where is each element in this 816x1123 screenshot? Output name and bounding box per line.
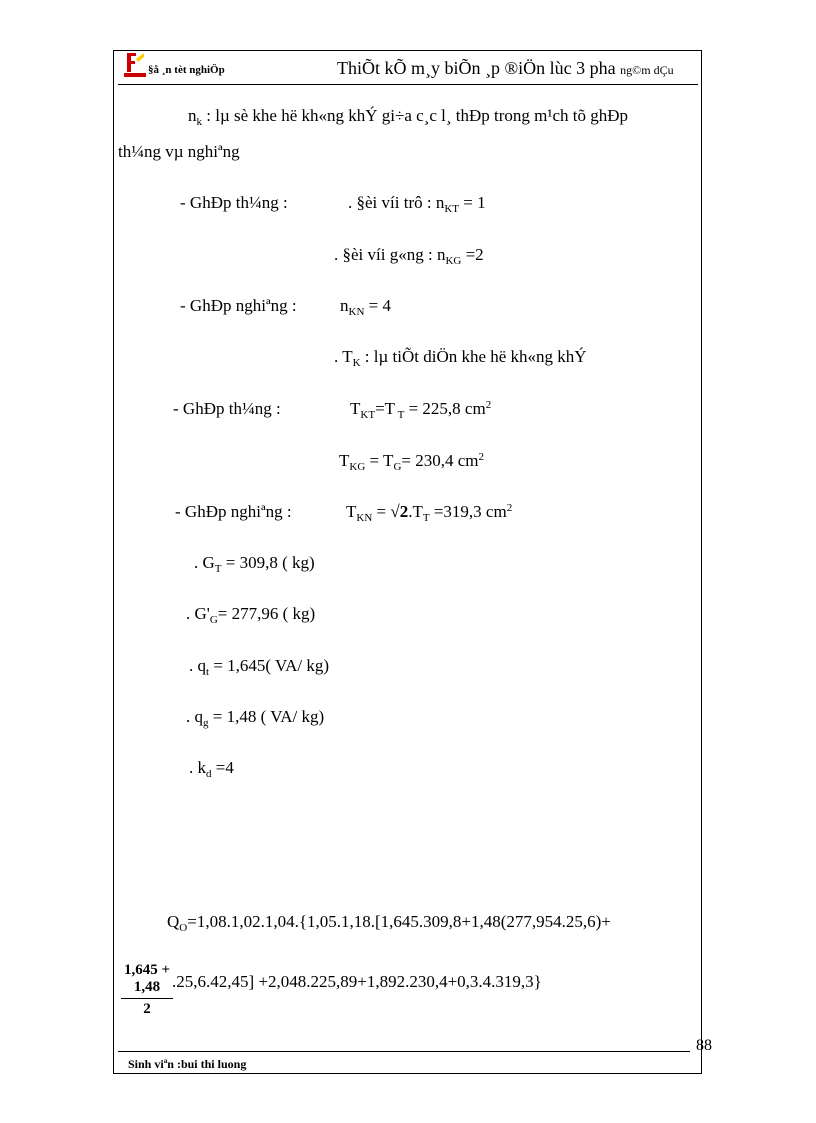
symbol: n — [188, 106, 197, 125]
value: = 1 — [459, 193, 486, 212]
subscript: KG — [349, 461, 366, 473]
line-nk-continuation: th¼ng vµ nghiªng — [118, 142, 240, 161]
value: = 4 — [364, 296, 391, 315]
line-tkt — [350, 399, 491, 421]
value: = 1,645( VA/ kg) — [209, 656, 330, 675]
line-nk-definition — [188, 106, 628, 128]
superscript: 2 — [485, 399, 492, 411]
value: =2 — [461, 245, 484, 264]
text: . §èi víi trô : n — [348, 193, 445, 212]
value: = 309,8 ( kg) — [221, 553, 315, 572]
header-title — [337, 58, 674, 79]
symbol: . k — [189, 758, 206, 777]
value: = 277,96 ( kg) — [217, 604, 316, 623]
formula-q0-line1 — [167, 912, 611, 934]
text: = T — [365, 451, 394, 470]
label-ghep-thang-2: - GhÐp th¼ng : — [173, 399, 281, 418]
subscript: k — [196, 116, 202, 128]
subscript: KT — [360, 409, 376, 421]
line-gg — [186, 604, 315, 626]
value: =4 — [211, 758, 234, 777]
line-tkg — [339, 451, 484, 473]
header-rule — [118, 84, 698, 85]
subscript: KT — [444, 203, 459, 215]
symbol: . q — [186, 707, 203, 726]
subscript: T — [422, 512, 430, 524]
fraction-denominator: 2 — [143, 1001, 151, 1017]
value: =319,3 cm — [429, 502, 507, 521]
header-left-text: §å ¸n tèt nghiÖp — [148, 64, 225, 76]
subscript: O — [179, 922, 188, 934]
symbol: . G — [194, 553, 215, 572]
line-nkt — [348, 193, 486, 215]
label-ghep-nghieng-1: - GhÐp nghiªng : — [180, 296, 297, 315]
label-ghep-thang-1: - GhÐp th¼ng : — [180, 193, 288, 212]
fraction-numerator: 1,645 + 1,48 — [121, 962, 173, 999]
text: = — [372, 502, 391, 521]
footer-student: Sinh viªn :bui thi luong — [128, 1057, 247, 1071]
subscript: KG — [445, 255, 462, 267]
logo-icon — [124, 51, 146, 77]
subscript: t — [206, 666, 210, 678]
formula-q0-line2: .25,6.42,45] +2,048.225,89+1,892.230,4+0,3.4.319,3} — [172, 972, 542, 991]
text: : lµ tiÕt diÖn khe hë kh«ng khÝ — [360, 347, 587, 366]
line-nkg — [334, 245, 484, 267]
text: .T — [408, 502, 423, 521]
subscript: T — [395, 409, 405, 421]
footer-rule — [118, 1051, 690, 1052]
symbol: T — [346, 502, 357, 521]
line-tkn — [346, 502, 512, 524]
value: = 225,8 cm — [404, 399, 486, 418]
text: . §èi víi g«ng : n — [334, 245, 446, 264]
line-kd — [189, 758, 234, 780]
label-ghep-nghieng-2: - GhÐp nghiªng : — [175, 502, 292, 521]
value: = 1,48 ( VA/ kg) — [208, 707, 325, 726]
subscript: T — [214, 563, 222, 575]
subscript: G — [209, 614, 218, 626]
superscript: 2 — [506, 502, 513, 514]
line-tk-definition — [334, 347, 587, 369]
header-title-small: ng©m dÇu — [620, 63, 674, 77]
symbol: n — [340, 296, 349, 315]
symbol: . G' — [186, 604, 210, 623]
subscript: d — [206, 768, 212, 780]
subscript: g — [203, 717, 209, 729]
subscript: K — [352, 357, 361, 369]
line-qt — [189, 656, 329, 678]
text: =T — [375, 399, 396, 418]
line-nkn — [340, 296, 391, 318]
line-gt — [194, 553, 315, 575]
line-qg — [186, 707, 324, 729]
page-number: 88 — [696, 1037, 712, 1054]
symbol: . q — [189, 656, 206, 675]
subscript: G — [393, 461, 402, 473]
fraction — [121, 962, 173, 1018]
expression: =1,08.1,02.1,04.{1,05.1,18.[1,645.309,8+1,48(277,954.25,6)+ — [187, 912, 611, 931]
subscript: KN — [356, 512, 373, 524]
symbol: T — [350, 399, 361, 418]
symbol: T — [339, 451, 350, 470]
sqrt-symbol: √2 — [390, 502, 409, 521]
value: = 230,4 cm — [401, 451, 479, 470]
symbol: Q — [167, 912, 180, 931]
superscript: 2 — [478, 451, 485, 463]
header-title-main: ThiÕt kÕ m¸y biÕn ¸p ®iÖn lùc 3 pha — [337, 58, 616, 78]
symbol: . T — [334, 347, 353, 366]
subscript: KN — [348, 306, 365, 318]
text: : lµ sè khe hë kh«ng khÝ gi÷a c¸c l¸ thÐp trong m¹ch tõ ghÐp — [202, 106, 629, 125]
